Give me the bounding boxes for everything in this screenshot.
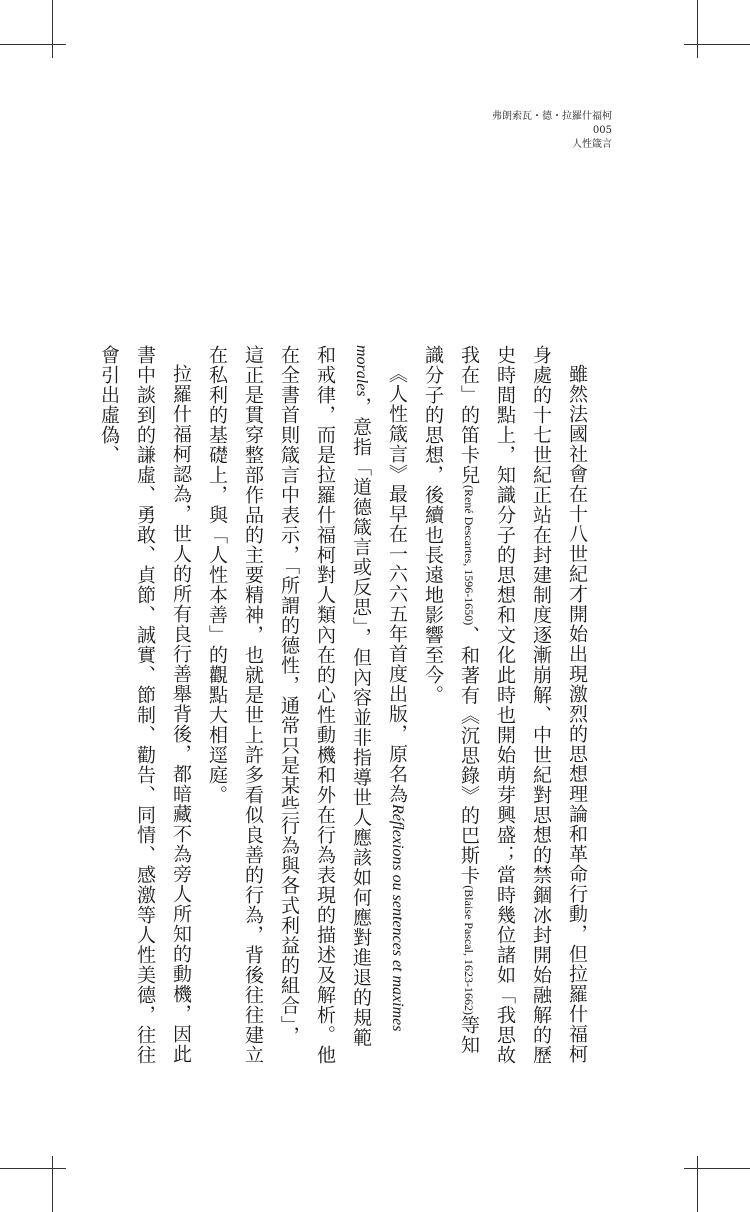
p1-text-b: 、和著有《沉思錄》的巴斯卡: [458, 625, 480, 886]
crop-mark-bottom-left-v: [52, 1156, 53, 1212]
body-text: [98, 345, 595, 1065]
paragraph-2: [199, 345, 415, 1065]
original-french-title: Réflexions ou sentences et maximes morales: [353, 345, 406, 1032]
crop-mark-bottom-left-h: [0, 1168, 66, 1169]
descartes-note: (René Descartes, 1596-1650): [462, 485, 476, 626]
crop-mark-bottom-right-h: [684, 1168, 750, 1169]
p1-text-a: 雖然法國社會在十八世紀才開始出現激烈的思想理論和革命行動，但拉羅什福柯身處的十七世紀正站在封建制度逐漸崩解、中世紀對思想的禁錮冰封開始融解的歷史時間點上，知識分子的思想和文化此時也開始萌芽興盛；當時幾位諸如「我思故我在」的笛卡兒: [458, 345, 588, 1065]
page-number: 005: [592, 125, 612, 136]
paragraph-1: [415, 345, 595, 1065]
crop-mark-bottom-right-v: [697, 1156, 698, 1212]
crop-mark-top-right-h: [684, 44, 750, 45]
crop-mark-top-right-v: [697, 0, 698, 58]
p3-text: 拉羅什福柯認為，世人的所有良行善舉背後，都暗藏不為旁人所知的動機，因此書中談到的謙虛、勇敢、貞節、誠實、節制、勸告、同情、感激等人性美德，往往會引出虛偽、: [98, 345, 192, 1065]
p2-text-a: 《人性箴言》最早在一六六五年首度出版，原名為: [386, 364, 408, 804]
running-header: [412, 110, 612, 152]
crop-mark-top-left-h: [0, 44, 66, 45]
p1-text-c: 等知識分子的思想，後續也長遠地影響至今。: [422, 345, 480, 1055]
p2-text-b: ，意指「道德箴言或反思」，但內容並非指導世人應該如何應對進退的規範和戒律，而是拉羅什福柯對人類內在的心性動機和外在行為表現的描述及解析。他在全書首則箴言中表示，「所謂的德性，通常只是某些行為與各式利益的組合」，這正是貫穿整部作品的主要精神，也就是世上許多看似良善的行為，背後往往建立在私利的基礎上，與「人性本善」的觀點大相逕庭。: [206, 345, 372, 1065]
header-author: 弗朗索瓦・德・拉羅什福柯: [492, 111, 612, 122]
paragraph-3: [91, 345, 199, 1065]
header-book-title: 人性箴言: [572, 139, 612, 150]
crop-mark-top-left-v: [52, 0, 53, 58]
pascal-note: (Blaise Pascal, 1623-1662): [462, 885, 476, 1015]
